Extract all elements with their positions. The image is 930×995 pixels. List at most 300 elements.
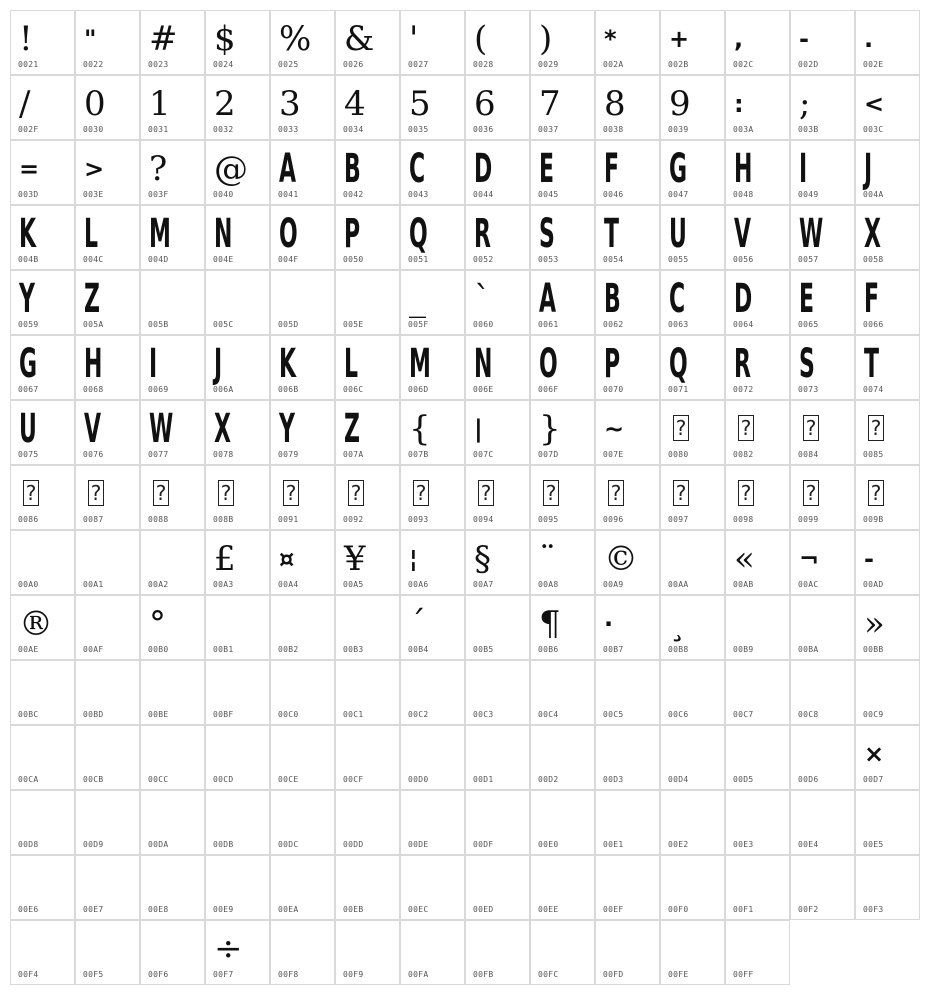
glyph-cell [790,10,855,75]
glyph-cell [205,10,270,75]
glyph-sample: ; [799,84,811,124]
glyph-cell [140,335,205,400]
glyph-cell [10,270,75,335]
glyph-code: 00F1 [733,905,754,914]
glyph-cell [270,205,335,270]
glyph-cell [205,660,270,725]
glyph-code: 0037 [538,125,559,134]
glyph-sample: P [344,211,361,257]
glyph-cell [465,465,530,530]
glyph-code: 0069 [148,385,169,394]
glyph-cell [205,920,270,985]
glyph-cell [465,790,530,855]
glyph-sample: A [279,146,297,192]
glyph-cell [270,400,335,465]
glyph-cell [660,400,725,465]
glyph-code: 0024 [213,60,234,69]
glyph-code: 00DC [278,840,299,849]
glyph-cell [140,205,205,270]
glyph-cell [790,205,855,270]
glyph-sample: J [214,341,223,387]
glyph-code: 00D9 [83,840,104,849]
glyph-code: 006A [213,385,234,394]
glyph-cell [270,335,335,400]
glyph-sample: ? [23,480,39,506]
glyph-cell [595,530,660,595]
glyph-sample: U [19,406,37,452]
glyph-code: 00C1 [343,710,364,719]
glyph-cell [725,595,790,660]
glyph-sample: C [409,146,426,192]
glyph-sample: ? [153,480,169,506]
glyph-code: 0058 [863,255,884,264]
glyph-code: 0026 [343,60,364,69]
glyph-sample: } [539,409,561,449]
glyph-cell [335,660,400,725]
glyph-code: 00B7 [603,645,624,654]
glyph-cell [855,660,920,725]
glyph-code: 0050 [343,255,364,264]
glyph-cell [725,920,790,985]
glyph-sample: F [604,146,620,192]
glyph-sample: : [734,90,744,118]
glyph-code: 00E8 [148,905,169,914]
glyph-sample: % [279,19,312,59]
glyph-cell [205,270,270,335]
glyph-cell [725,205,790,270]
glyph-code: 00E3 [733,840,754,849]
glyph-sample: S [539,211,555,257]
glyph-code: 00CA [18,775,39,784]
glyph-cell [660,10,725,75]
glyph-sample: - [864,545,874,573]
glyph-sample: N [474,341,493,387]
glyph-cell [205,790,270,855]
glyph-sample: ® [19,604,53,644]
glyph-sample: ? [218,480,234,506]
glyph-cell [140,400,205,465]
glyph-code: 003C [863,125,884,134]
glyph-cell [205,75,270,140]
glyph-code: 00F0 [668,905,689,914]
glyph-sample: $ [214,19,236,59]
glyph-code: 00A3 [213,580,234,589]
glyph-cell [530,270,595,335]
glyph-cell [10,790,75,855]
glyph-code: 00B6 [538,645,559,654]
glyph-sample: # [149,19,178,59]
glyph-sample: ? [88,480,104,506]
glyph-cell [140,140,205,205]
glyph-sample: ¥ [344,539,366,579]
glyph-code: 0052 [473,255,494,264]
glyph-cell [465,660,530,725]
glyph-sample: & [344,19,375,59]
glyph-cell [10,140,75,205]
glyph-cell [855,725,920,790]
glyph-code: 002B [668,60,689,69]
glyph-code: 0041 [278,190,299,199]
glyph-code: 0072 [733,385,754,394]
glyph-cell [205,205,270,270]
glyph-cell [205,140,270,205]
glyph-code: 003D [18,190,39,199]
glyph-code: 0060 [473,320,494,329]
glyph-cell [270,270,335,335]
glyph-sample: ? [738,480,754,506]
glyph-cell [75,335,140,400]
glyph-sample: Q [669,341,688,387]
glyph-code: 0055 [668,255,689,264]
glyph-cell [530,790,595,855]
glyph-code: 00AF [83,645,104,654]
glyph-code: 00C3 [473,710,494,719]
glyph-code: 00B9 [733,645,754,654]
glyph-sample: ) [539,19,553,59]
glyph-sample: W [799,211,824,257]
glyph-sample: @ [214,149,248,189]
glyph-cell [790,725,855,790]
glyph-cell [140,10,205,75]
glyph-cell [75,75,140,140]
glyph-cell [790,140,855,205]
glyph-cell [660,595,725,660]
glyph-sample: - [799,25,809,53]
glyph-sample: ? [673,480,689,506]
glyph-code: 00D8 [18,840,39,849]
glyph-cell [595,725,660,790]
glyph-cell [660,790,725,855]
glyph-sample: V [84,406,102,452]
glyph-sample: H [84,341,103,387]
glyph-cell [790,790,855,855]
glyph-code: 00E5 [863,840,884,849]
glyph-cell [465,400,530,465]
glyph-cell [530,660,595,725]
glyph-code: 00C6 [668,710,689,719]
glyph-cell [530,530,595,595]
glyph-sample: / [19,84,31,124]
glyph-code: 0034 [343,125,364,134]
glyph-code: 0070 [603,385,624,394]
glyph-cell [595,270,660,335]
glyph-sample: ´ [409,604,426,644]
glyph-code: 00CB [83,775,104,784]
glyph-sample: ? [673,415,689,441]
glyph-cell [400,530,465,595]
glyph-code: 00BA [798,645,819,654]
glyph-cell [725,400,790,465]
glyph-code: 0095 [538,515,559,524]
glyph-sample: H [734,146,753,192]
glyph-code: 00B5 [473,645,494,654]
glyph-cell [660,725,725,790]
glyph-cell [530,725,595,790]
glyph-code: 0092 [343,515,364,524]
glyph-sample: 5 [409,84,431,124]
glyph-code: 00CF [343,775,364,784]
glyph-code: 005F [408,320,429,329]
glyph-code: 0027 [408,60,429,69]
glyph-code: 00D6 [798,775,819,784]
glyph-code: 0073 [798,385,819,394]
glyph-cell [140,725,205,790]
glyph-cell [530,595,595,660]
glyph-code: 004B [18,255,39,264]
glyph-code: 004F [278,255,299,264]
glyph-code: 0040 [213,190,234,199]
glyph-code: 00A9 [603,580,624,589]
glyph-code: 00C7 [733,710,754,719]
glyph-cell [205,335,270,400]
glyph-code: 0087 [83,515,104,524]
glyph-code: 00BC [18,710,39,719]
glyph-sample: , [734,25,744,53]
glyph-code: 0047 [668,190,689,199]
glyph-code: 0094 [473,515,494,524]
glyph-code: 0036 [473,125,494,134]
glyph-sample: Q [409,211,428,257]
glyph-code: 003B [798,125,819,134]
glyph-cell [660,660,725,725]
glyph-code: 00EE [538,905,559,914]
glyph-cell [400,10,465,75]
glyph-code: 0043 [408,190,429,199]
glyph-cell [465,725,530,790]
glyph-sample: E [539,146,555,192]
glyph-code: 008B [213,515,234,524]
glyph-cell [270,140,335,205]
glyph-sample: Z [84,276,100,322]
glyph-code: 00DF [473,840,494,849]
glyph-code: 005A [83,320,104,329]
glyph-code: 003A [733,125,754,134]
glyph-sample: « [734,539,755,579]
glyph-cell [75,790,140,855]
glyph-code: 004C [83,255,104,264]
glyph-cell [660,855,725,920]
glyph-cell [10,725,75,790]
glyph-sample: < [864,90,885,118]
glyph-cell [205,465,270,530]
glyph-cell [855,400,920,465]
glyph-cell [205,595,270,660]
glyph-code: 00BE [148,710,169,719]
glyph-cell [725,10,790,75]
glyph-code: 006F [538,385,559,394]
glyph-code: 0039 [668,125,689,134]
glyph-cell [465,140,530,205]
glyph-cell [530,465,595,530]
glyph-cell [400,725,465,790]
glyph-code: 006E [473,385,494,394]
glyph-code: 005D [278,320,299,329]
glyph-code: 0031 [148,125,169,134]
glyph-cell [10,595,75,660]
glyph-code: 002D [798,60,819,69]
glyph-code: 0057 [798,255,819,264]
glyph-code: 0086 [18,515,39,524]
glyph-sample: ! [19,19,33,59]
glyph-code: 007C [473,450,494,459]
glyph-cell [10,205,75,270]
glyph-code: 0042 [343,190,364,199]
glyph-sample: _ [409,279,426,319]
glyph-code: 0077 [148,450,169,459]
glyph-code: 00BD [83,710,104,719]
glyph-code: 004D [148,255,169,264]
glyph-cell [335,465,400,530]
glyph-cell [140,920,205,985]
glyph-cell [595,855,660,920]
glyph-cell [725,725,790,790]
glyph-cell [205,400,270,465]
glyph-sample: | [474,415,483,443]
glyph-code: 0032 [213,125,234,134]
glyph-cell [855,10,920,75]
glyph-cell [270,465,335,530]
glyph-cell [530,335,595,400]
glyph-sample: ? [413,480,429,506]
glyph-sample: ? [868,480,884,506]
glyph-cell [140,855,205,920]
glyph-sample: R [474,211,491,257]
glyph-cell [10,335,75,400]
glyph-sample: 3 [279,84,301,124]
glyph-sample: E [799,276,815,322]
glyph-code: 00FF [733,970,754,979]
glyph-cell [270,920,335,985]
glyph-code: 005E [343,320,364,329]
glyph-code: 0053 [538,255,559,264]
glyph-sample: C [669,276,686,322]
glyph-code: 00C4 [538,710,559,719]
glyph-sample: ? [738,415,754,441]
glyph-code: 006D [408,385,429,394]
glyph-cell [725,855,790,920]
glyph-sample: { [409,409,431,449]
glyph-code: 00DB [213,840,234,849]
glyph-cell [270,855,335,920]
glyph-code: 0084 [798,450,819,459]
glyph-code: 0056 [733,255,754,264]
glyph-cell [530,10,595,75]
glyph-cell [400,75,465,140]
glyph-sample: ( [474,19,488,59]
glyph-sample: ? [608,480,624,506]
glyph-cell [530,855,595,920]
glyph-code: 00C9 [863,710,884,719]
glyph-sample: A [539,276,557,322]
glyph-cell [725,790,790,855]
glyph-sample: B [344,146,361,192]
glyph-sample: 7 [539,84,561,124]
glyph-code: 002A [603,60,624,69]
glyph-cell [725,465,790,530]
glyph-cell [75,920,140,985]
glyph-code: 00F5 [83,970,104,979]
glyph-cell [270,10,335,75]
glyph-code: 0049 [798,190,819,199]
glyph-code: 0065 [798,320,819,329]
glyph-code: 00AE [18,645,39,654]
glyph-code: 0033 [278,125,299,134]
glyph-code: 00BF [213,710,234,719]
glyph-sample: > [84,155,105,183]
glyph-cell [335,855,400,920]
glyph-code: 00FD [603,970,624,979]
glyph-code: 00E6 [18,905,39,914]
glyph-code: 0061 [538,320,559,329]
glyph-cell [140,530,205,595]
glyph-code: 00A1 [83,580,104,589]
glyph-code: 0096 [603,515,624,524]
glyph-sample: U [669,211,687,257]
glyph-code: 00F9 [343,970,364,979]
glyph-sample: + [669,25,690,53]
glyph-cell [140,595,205,660]
glyph-code: 003E [83,190,104,199]
glyph-code: 00EB [343,905,364,914]
glyph-code: 00B3 [343,645,364,654]
glyph-cell [595,335,660,400]
glyph-cell [205,725,270,790]
glyph-sample: S [799,341,815,387]
glyph-cell [10,530,75,595]
glyph-cell [530,205,595,270]
glyph-cell [400,205,465,270]
glyph-sample: G [19,341,38,387]
glyph-cell [790,335,855,400]
glyph-code: 0098 [733,515,754,524]
glyph-code: 0063 [668,320,689,329]
glyph-sample: O [279,211,298,257]
glyph-code: 00D0 [408,775,429,784]
glyph-sample: T [864,341,880,387]
glyph-code: 004E [213,255,234,264]
glyph-sample: L [344,341,359,387]
glyph-code: 0076 [83,450,104,459]
glyph-sample: 0 [84,84,106,124]
glyph-cell [595,400,660,465]
glyph-cell [10,400,75,465]
glyph-code: 00EF [603,905,624,914]
glyph-sample: R [734,341,751,387]
glyph-cell [75,660,140,725]
glyph-cell [595,920,660,985]
glyph-code: 0082 [733,450,754,459]
glyph-code: 0046 [603,190,624,199]
glyph-cell [855,270,920,335]
glyph-cell [75,530,140,595]
glyph-sample: ? [283,480,299,506]
glyph-sample: ? [868,415,884,441]
glyph-cell [400,400,465,465]
glyph-cell [335,10,400,75]
glyph-cell [855,855,920,920]
glyph-cell [75,595,140,660]
glyph-cell [465,270,530,335]
glyph-sample: ° [149,604,166,644]
glyph-cell [400,920,465,985]
glyph-cell [790,465,855,530]
glyph-code: 0085 [863,450,884,459]
glyph-cell [75,400,140,465]
glyph-cell [790,75,855,140]
glyph-sample: K [19,211,37,257]
glyph-code: 00A6 [408,580,429,589]
glyph-cell [75,855,140,920]
